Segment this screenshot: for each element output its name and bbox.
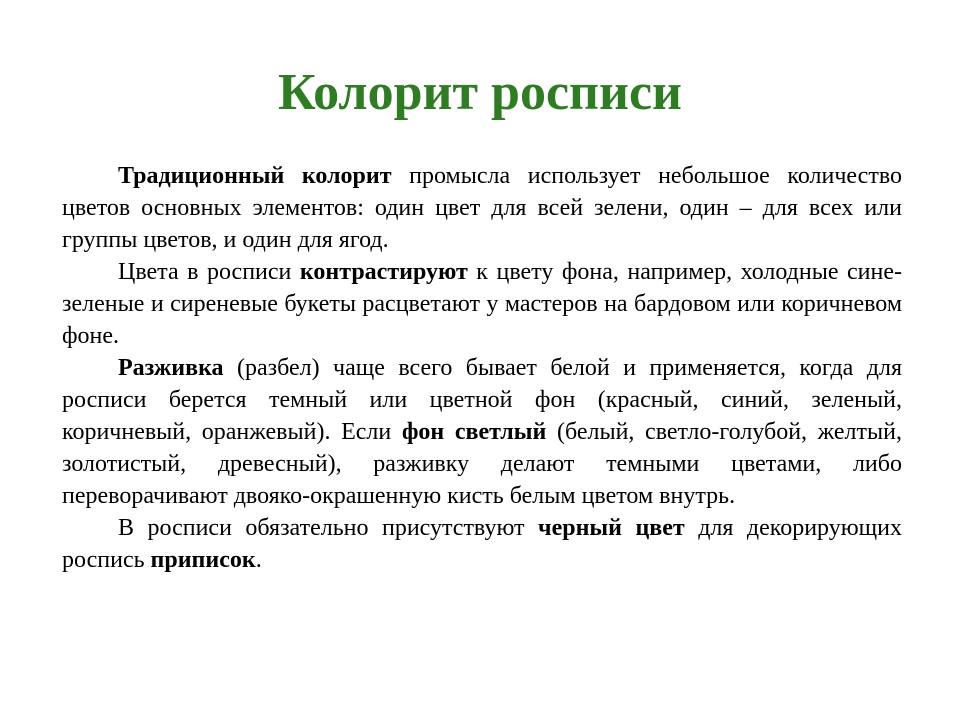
paragraph-contrast-colors [62, 256, 902, 352]
text-run: . [255, 547, 262, 573]
text-run: фон светлый [401, 419, 547, 445]
text-run: (белый, светло-голубой, желтый, золотистый, древесный), разживку делают темными цветами, либо переворачивают двояко-окрашенную кисть белым цветом внутрь. [62, 419, 902, 509]
paragraph-razhivka [62, 352, 902, 512]
text-run: приписок [150, 547, 256, 573]
paragraph-traditional-colors [62, 160, 902, 256]
text-run: Разживка [118, 355, 224, 381]
text-run: (разбел) чаще всего бывает белой и применяется, когда для росписи берется темный или цветной фон (красный, синий, зеленый, коричневый, оранжевый). Если [62, 355, 902, 445]
text-run: к цвету фона, например, холодные сине-зеленые и сиреневые букеты расцветают у мастеров на бардовом или коричневом фоне. [62, 259, 902, 349]
paragraph-black-color [62, 512, 902, 576]
text-run: контрастируют [299, 259, 468, 285]
text-run: для декорирующих роспись [62, 515, 902, 573]
text-run: промысла использует небольшое количество цветов основных элементов: один цвет для всей зелени, один – для всех или группы цветов, и один для ягод. [62, 163, 902, 253]
text-run: В росписи обязательно присутствуют [118, 515, 539, 541]
text-run: Цвета в росписи [118, 259, 300, 285]
slide-body [62, 160, 902, 576]
slide-title: Колорит росписи [278, 64, 682, 121]
text-run: Традиционный колорит [118, 163, 392, 189]
text-run: черный цвет [538, 515, 685, 541]
